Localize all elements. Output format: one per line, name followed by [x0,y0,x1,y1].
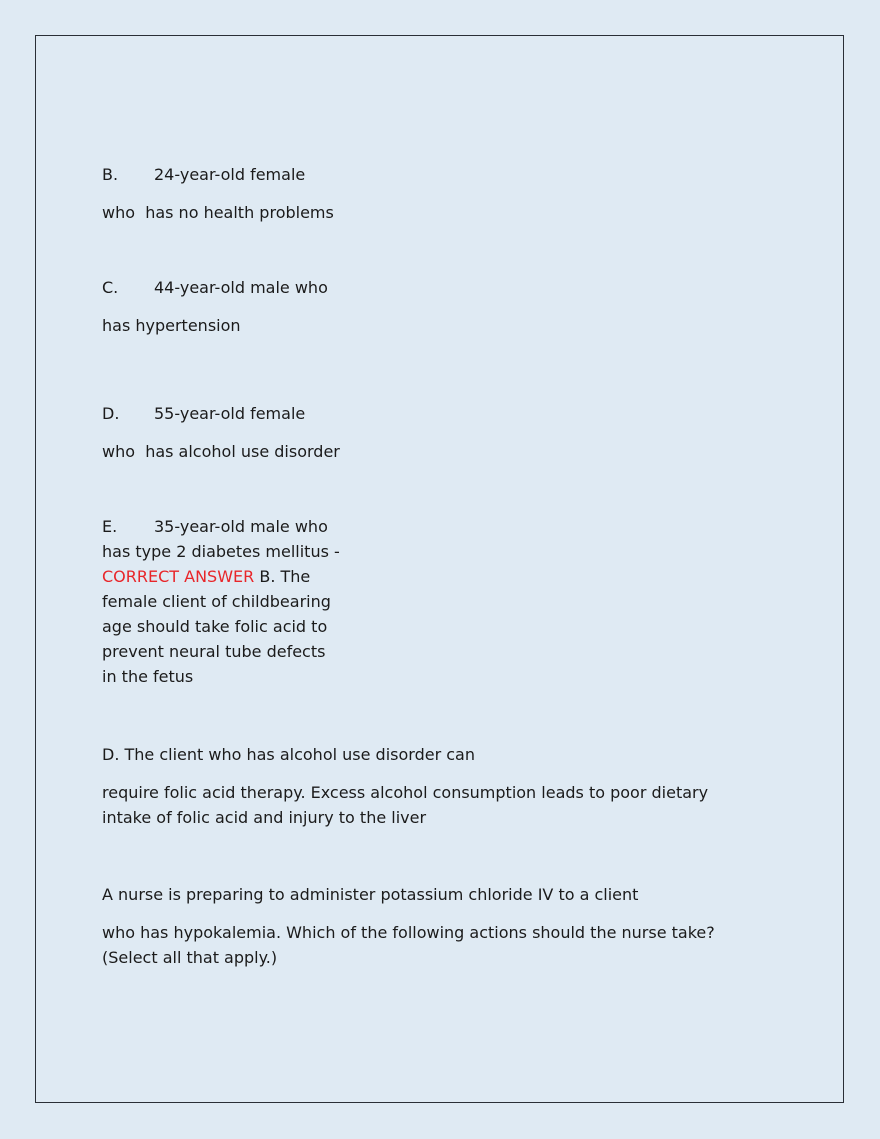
option-b [102,162,305,187]
option-e-continuation: has type 2 diabetes mellitus - [102,542,340,561]
next-question-line1: A nurse is preparing to administer potassium chloride IV to a client [102,885,639,904]
rationale-d-line1: D. The client who has alcohol use disorder can [102,745,475,764]
option-b-text: 24-year-old female [154,165,306,184]
option-c-text: 44-year-old male who [154,278,328,297]
correct-answer-label: CORRECT ANSWER [102,567,255,586]
option-c-continuation: has hypertension [102,316,241,335]
rationale-d-line2: require folic acid therapy. Excess alcohol consumption leads to poor dietary intake of folic acid and injury to the liver [102,783,709,827]
option-e [102,514,328,539]
option-d-continuation: who has alcohol use disorder [102,442,340,461]
rationale-b: B. The female client of childbearing age should take folic acid to prevent neural tube defects in the fetus [102,567,331,686]
option-d-text: 55-year-old female [154,404,306,423]
answer-block [102,539,342,689]
option-b-letter: B. [102,165,119,184]
option-d [102,401,305,426]
option-b-continuation: who has no health problems [102,203,334,222]
option-c [102,275,328,300]
next-question-line2: who has hypokalemia. Which of the following actions should the nurse take? (Select all that apply.) [102,923,715,967]
option-c-letter: C. [102,278,119,297]
option-d-letter: D. [102,404,120,423]
option-e-letter: E. [102,517,118,536]
option-e-text: 35-year-old male who [154,517,328,536]
